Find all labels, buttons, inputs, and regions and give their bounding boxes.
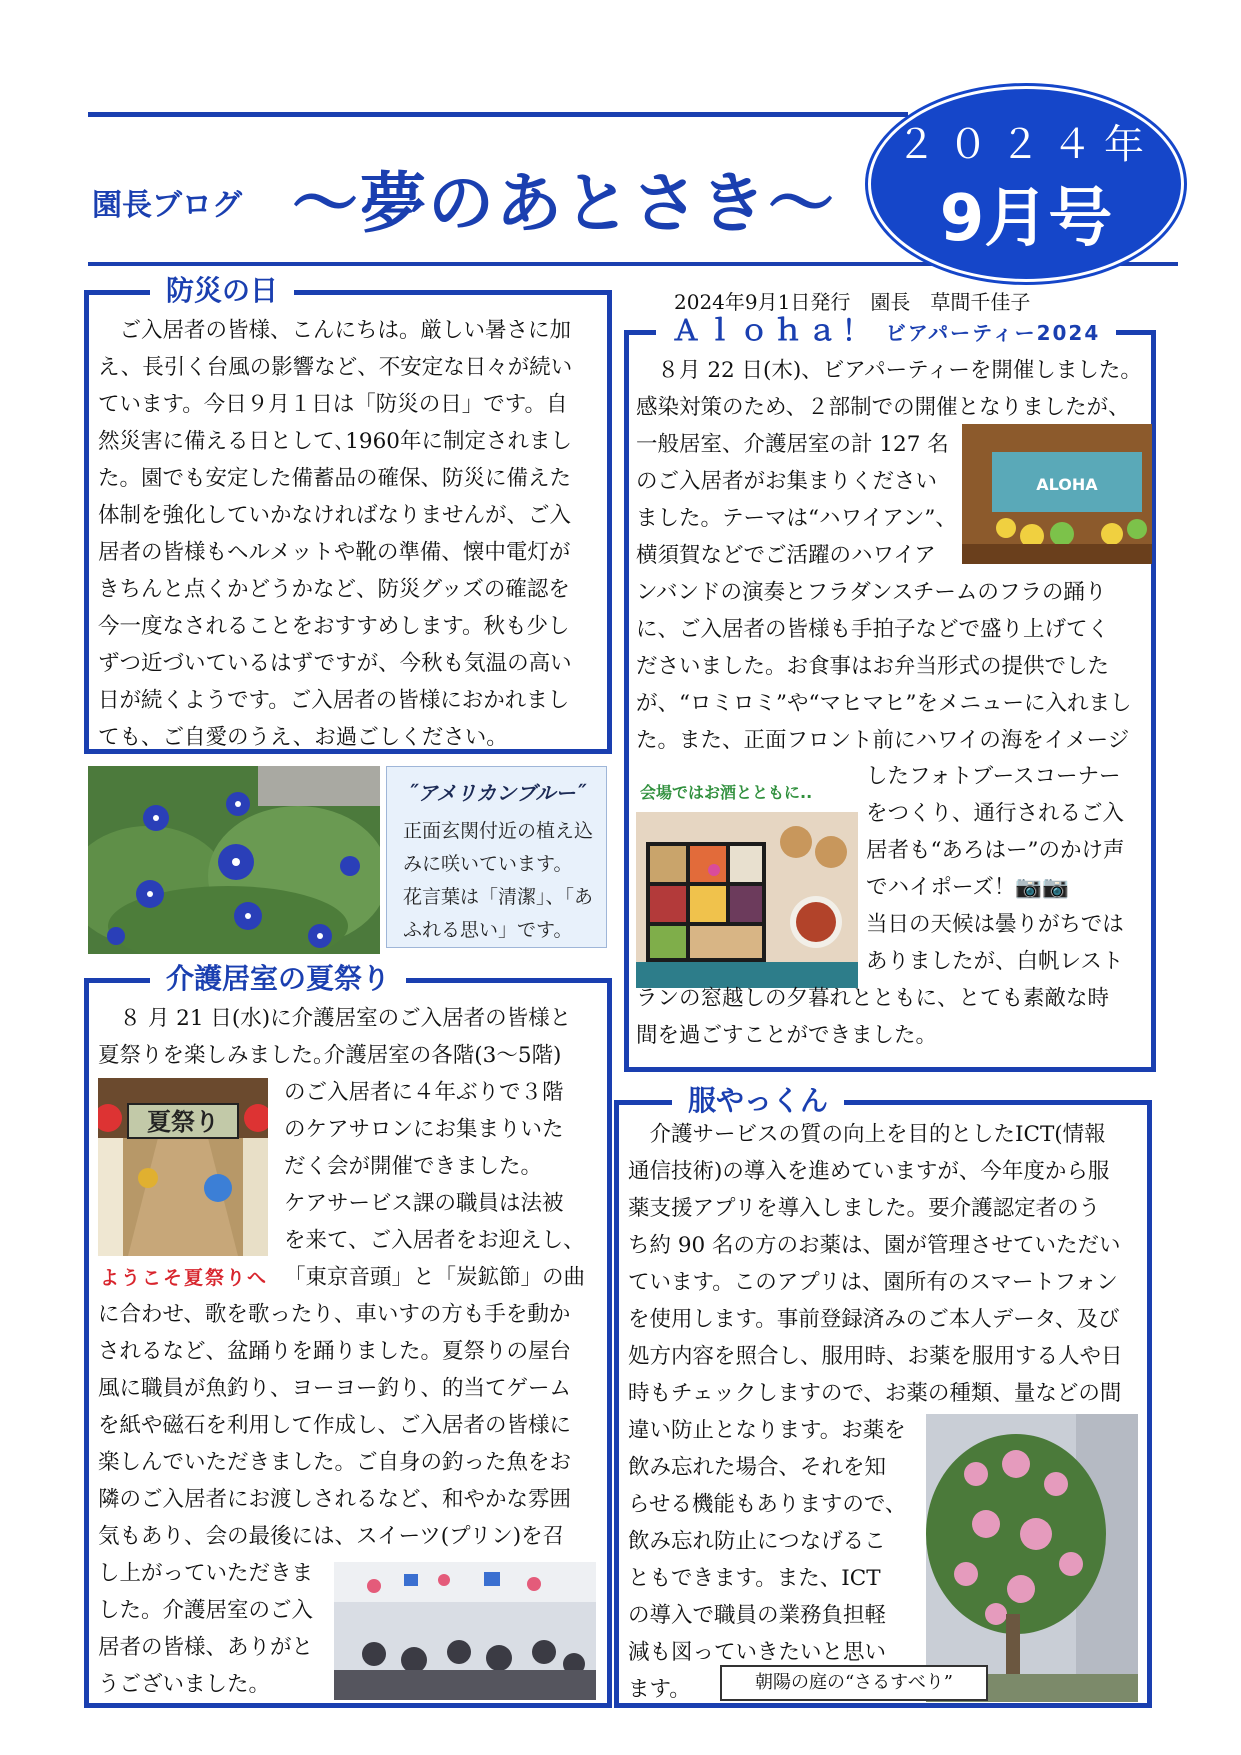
text-line: ずつ近づいているはずですが、今秋も気温の高い: [98, 651, 572, 676]
fukuyakkun-title: 服やっくん: [672, 1084, 844, 1118]
text-line: 通信技術)の導入を進めていますが、今年度から服: [628, 1159, 1110, 1184]
natsumatsuri-body-bottom: [98, 1555, 328, 1703]
text-line: を来て、ご入居者をお迎えし、: [284, 1228, 585, 1253]
text-line: え、長引く台風の影響など、不安定な日々が続い: [98, 355, 573, 380]
text-line: ８ 月 21 日(水)に介護居室のご入居者の皆様と: [98, 1006, 572, 1031]
text-line: を使用します。事前登録済みのご本人データ、及び: [628, 1307, 1120, 1332]
text-line: だく会が開催できました。: [284, 1154, 543, 1179]
aloha-photo-bento: [636, 812, 858, 988]
stage-illustration: [962, 424, 1152, 564]
flower-note: [386, 766, 607, 948]
text-line: ンバンドの演奏とフラダンスチームのフラの踊り: [636, 580, 1107, 605]
bento-illustration: [636, 812, 858, 988]
text-line: 横須賀などでご活躍のハワイア: [636, 543, 936, 568]
text-line: ました。テーマは“ハワイアン”、: [636, 506, 957, 531]
text-line: に合わせ、歌を歌ったり、車いすの方も手を動か: [98, 1302, 571, 1327]
text-line: されるなど、盆踊りを踊りました。夏祭りの屋台: [98, 1339, 572, 1364]
text-line: ふれる思い」です。: [403, 919, 573, 941]
text-line: 違い防止となります。お薬を: [628, 1418, 906, 1443]
fukuyakkun-body: [628, 1116, 1138, 1412]
natsumatsuri-caption-line: 「東京音頭」と「炭鉱節」の曲: [284, 1265, 586, 1290]
text-line: 感染対策のため、２部制での開催となりましたが、: [636, 395, 1130, 420]
issue-badge: [868, 86, 1184, 282]
text-line: の導入で職員の業務負担軽: [628, 1603, 887, 1628]
text-line: 居者の皆様もヘルメットや靴の準備、懐中電灯が: [98, 540, 571, 565]
text-line: ています。今日９月１日は「防災の日」です。自: [98, 392, 568, 417]
aloha-title: [656, 314, 1116, 350]
text-line: ケアサービス課の職員は法被: [284, 1191, 564, 1216]
natsumatsuri-photo-caption: ようこそ夏祭りへ: [100, 1267, 269, 1289]
text-line: ランの窓越しの夕暮れとともに、とても素敵な時: [636, 986, 1110, 1011]
text-line: をつくり、通行されるご入: [866, 801, 1125, 826]
aloha-body-right-photo: [866, 758, 1146, 980]
text-line: が、“ロミロミ”や“マヒマヒ”をメニューに入れまし: [636, 691, 1132, 716]
text-line: 花言葉は「清潔」、「あ: [403, 886, 594, 908]
text-line: 居者の皆様、ありがと: [98, 1635, 314, 1660]
text-line: 減も図っていきたいと思い: [628, 1640, 887, 1665]
text-line: のケアサロンにお集まりいた: [284, 1117, 564, 1142]
text-line: きちんと点くかどうかなど、防災グッズの確認を: [98, 577, 570, 602]
text-line: ち約 90 名の方のお薬は、園が管理させていただい: [628, 1233, 1121, 1258]
text-line: みに咲いています。: [403, 853, 573, 875]
natsumatsuri-body-right: [284, 1074, 600, 1259]
salon-illustration: [334, 1562, 596, 1700]
text-line: 居者も“あろはー”のかけ声: [866, 838, 1125, 863]
text-line: 風に職員が魚釣り、ヨーヨー釣り、的当てゲーム: [98, 1376, 572, 1401]
aloha-body-mid: [636, 574, 1144, 759]
fukuyakkun-photo-caption: 朝陽の庭の“さるすべり”: [720, 1665, 988, 1701]
text-line: 今一度なされることをおすすめします。秋も少し: [98, 614, 570, 639]
flower-note-title: ˝アメリカンブルー˝: [407, 781, 586, 805]
aloha-banner-text: ALOHA: [1036, 475, 1098, 494]
aloha-body-left-photo: [636, 426, 956, 574]
flower-photo: [88, 766, 380, 954]
text-line: 時もチェックしますので、お薬の種類、量などの間: [628, 1381, 1122, 1406]
text-line: した。介護居室のご入: [98, 1598, 314, 1623]
natsumatsuri-body-mid: [98, 1296, 598, 1555]
text-line: ありましたが、白帆レスト: [866, 949, 1124, 974]
text-line: ともできます。また、ICT: [628, 1566, 881, 1591]
text-line: のご入居者に４年ぶりで３階: [284, 1080, 564, 1105]
flower-photo-illustration: [88, 766, 380, 954]
page-title: ～夢のあとさき～: [292, 165, 836, 242]
natsumatsuri-body-top: [98, 1000, 598, 1074]
text-line: 一般居室、介護居室の計 127 名: [636, 432, 949, 457]
text-line: ています。このアプリは、園所有のスマートフォン: [628, 1270, 1118, 1295]
text-line: を紙や磁石を利用して作成し、ご入居者の皆様に: [98, 1413, 572, 1438]
text-line: 当日の天候は曇りがちでは: [866, 912, 1124, 937]
text-line: 夏祭りを楽しみました｡介護居室の各階(3～5階): [98, 1043, 562, 1068]
fukuyakkun-body-left-photo: [628, 1412, 928, 1708]
fukuyakkun-photo-crape-myrtle: [926, 1414, 1138, 1702]
text-line: 日が続くようです。ご入居者の皆様におかれまし: [98, 688, 570, 713]
text-line: 気もあり、会の最後には、スイーツ(プリン)を召: [98, 1524, 565, 1549]
natsumatsuri-sign: 夏祭り: [147, 1108, 219, 1136]
text-line: 薬支援アプリを導入しました。要介護認定者のう: [628, 1196, 1101, 1221]
hallway-illustration: [98, 1078, 268, 1256]
bousai-body: [98, 312, 598, 756]
issue-month: 9月号: [939, 182, 1113, 256]
text-line: た。園でも安定した備蓄品の確保、防災に備えた: [98, 466, 572, 491]
aloha-title-main: Ａｌｏｈａ！: [672, 314, 877, 347]
text-line: 正面玄関付近の植え込: [403, 820, 594, 842]
text-line: た。また、正面フロント前にハワイの海をイメージ: [636, 728, 1130, 753]
blog-label: 園長ブログ: [92, 188, 242, 223]
text-line: ８月 22 日(木)、ビアパーティーを開催しました。: [636, 358, 1142, 383]
natsumatsuri-title: 介護居室の夏祭り: [150, 962, 406, 996]
text-line: に、ご入居者の皆様も手拍子などで盛り上げてく: [636, 617, 1110, 642]
text-line: 体制を強化していかなければなりませんが、ご入: [98, 503, 572, 528]
text-line: 飲み忘れ防止につなげるこ: [628, 1529, 886, 1554]
natsumatsuri-photo-salon: [334, 1562, 596, 1700]
flower-note-text: [403, 815, 603, 947]
text-line: 隣のご入居者にお渡しされるなど、和やかな雰囲: [98, 1487, 572, 1512]
text-line: 飲み忘れた場合、それを知: [628, 1455, 887, 1480]
text-line: し上がっていただきま: [98, 1561, 314, 1586]
natsumatsuri-photo-hallway: [98, 1078, 268, 1256]
text-line: らせる機能もありますので、: [628, 1492, 907, 1517]
header-rule-top: [88, 112, 908, 117]
issue-year: ２０２４年: [896, 122, 1156, 168]
aloha-body-top: [636, 352, 1144, 426]
aloha-body-bottom: [636, 980, 1144, 1054]
crape-myrtle-illustration: [926, 1414, 1138, 1702]
aloha-photo-stage: [962, 424, 1152, 564]
text-line: ます。: [628, 1677, 691, 1702]
text-line: 介護サービスの質の向上を目的としたICT(情報: [628, 1122, 1106, 1147]
text-line: ても、ご自愛のうえ、お過ごしください。: [98, 725, 508, 750]
text-line: 処方内容を照合し、服用時、お薬を服用する人や日: [628, 1344, 1123, 1369]
text-line: 楽しんでいただきました。ご自身の釣った魚をお: [98, 1450, 572, 1475]
text-line: のご入居者がお集まりください: [636, 469, 938, 494]
aloha-photo-caption: 会場ではお酒とともに..: [640, 783, 813, 802]
byline: 2024年9月1日発行 園長 草間千佳子: [674, 290, 1031, 314]
bousai-title: 防災の日: [150, 274, 294, 308]
text-line: 然災害に備える日として､1960年に制定されまし: [98, 429, 572, 454]
text-line: 間を過ごすことができました。: [636, 1023, 938, 1048]
text-line: ご入居者の皆様、こんにちは。厳しい暑さに加: [98, 318, 572, 343]
aloha-title-sub: ビアパーティー2024: [885, 321, 1101, 345]
text-line: うございました。: [98, 1672, 271, 1697]
text-line: ださいました。お食事はお弁当形式の提供でした: [636, 654, 1110, 679]
text-line: したフォトブースコーナー: [866, 764, 1121, 789]
text-line: でハイポーズ！📷📷: [866, 875, 1069, 900]
